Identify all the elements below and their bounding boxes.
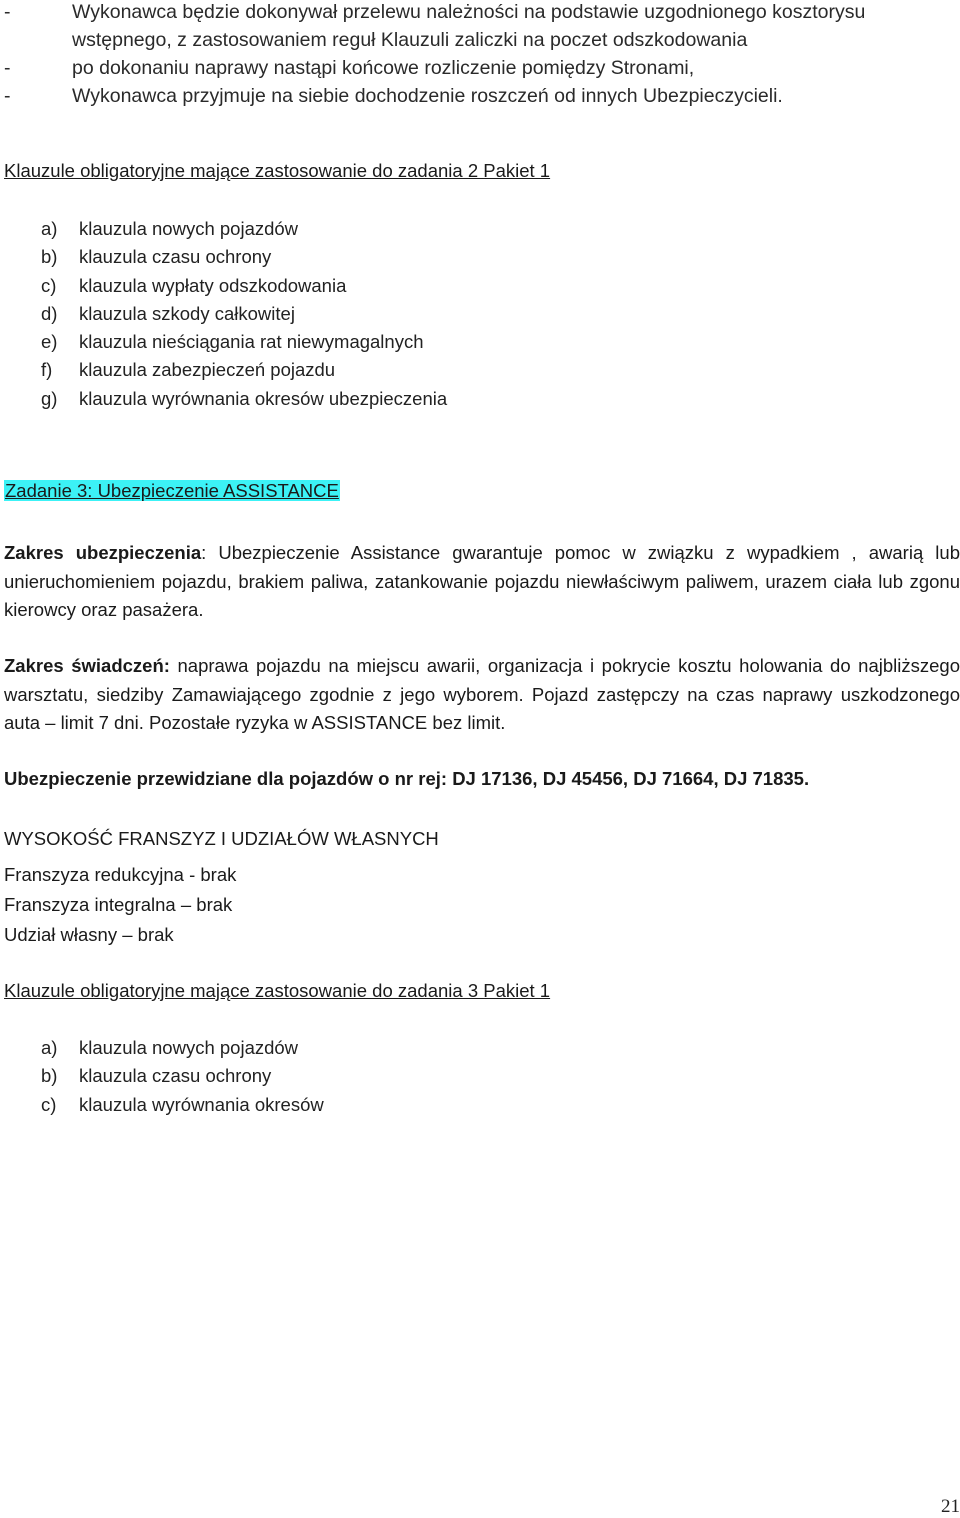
list-item [41, 215, 447, 243]
item-letter: a) [41, 218, 58, 239]
item-letter: g) [41, 387, 58, 409]
vehicles-line: Ubezpieczenie przewidziane dla pojazdów o nr rej: DJ 17136, DJ 45456, DJ 71664, DJ 71835. [4, 768, 810, 789]
list-item [41, 300, 447, 328]
item-letter: d) [41, 302, 58, 324]
scope-benefits-label: Zakres świadczeń: [4, 655, 170, 676]
bullet-marker: - [4, 1, 11, 23]
page-number: 21 [941, 1496, 960, 1517]
item-letter: e) [41, 331, 58, 353]
deductibles-heading: WYSOKOŚĆ FRANSZYZ I UDZIAŁÓW WŁASNYCH [4, 828, 439, 849]
task3-heading [4, 480, 340, 502]
item-text: klauzula czasu ochrony [79, 246, 272, 268]
list-item [41, 1091, 324, 1119]
scope-insurance-text: : Ubezpieczenie Assistance gwarantuje pomoc w związku z wypadkiem , awarią lub unieruchomieniem pojazdu, brakiem paliwa, zatankowanie pojazdu niewłaściwym paliwem, urazem ciała lub zgonu kierowcy oraz pasażera. [4, 542, 960, 621]
list-item [4, 0, 960, 54]
list-item [41, 385, 447, 413]
list-item [41, 356, 447, 384]
highlighted-heading: Zadanie 3: Ubezpieczenie ASSISTANCE [5, 480, 339, 501]
bullet-text: po dokonaniu naprawy nastąpi końcowe rozliczenie pomiędzy Stronami, [72, 57, 695, 79]
list-item [4, 82, 960, 110]
list-item: Franszyza redukcyjna - brak [4, 864, 237, 885]
bullet-marker: - [4, 85, 11, 107]
list-item [41, 1062, 324, 1090]
bullet-marker: - [4, 57, 11, 79]
list-item [41, 1034, 324, 1062]
item-text: klauzula wypłaty odszkodowania [79, 274, 347, 296]
item-text: klauzula czasu ochrony [79, 1065, 272, 1087]
intro-bullet-list [4, 0, 960, 110]
item-text: klauzula wyrównania okresów [79, 1093, 324, 1115]
item-text: klauzula wyrównania okresów ubezpieczenia [79, 387, 448, 409]
item-text: klauzula szkody całkowitej [79, 302, 295, 324]
list-item [4, 54, 960, 82]
item-text: klauzula nieściągania rat niewymagalnych [79, 331, 424, 353]
bullet-text: Wykonawca będzie dokonywał przelewu należności na podstawie uzgodnionego kosztorysu wstępnego, z zastosowaniem reguł Klauzuli zaliczki na poczet odszkodowania [72, 1, 866, 51]
list-item: Udział własny – brak [4, 924, 174, 945]
scope-benefits-paragraph [4, 652, 960, 738]
list-item [41, 243, 447, 271]
item-letter: a) [41, 1037, 58, 1058]
item-letter: b) [41, 1065, 58, 1087]
scope-insurance-label: Zakres ubezpieczenia [4, 542, 202, 563]
item-text: klauzula zabezpieczeń pojazdu [79, 359, 336, 381]
scope-benefits-text: naprawa pojazdu na miejscu awarii, organizacja i pokrycie kosztu holowania do najbliższego warsztatu, siedziby Zamawiającego zgodnie z jego wyborem. Pojazd zastępczy na czas naprawy uszkodzonego auta – limit 7 dni. Pozostałe ryzyka w ASSISTANCE bez limit. [4, 655, 960, 734]
item-letter: b) [41, 246, 58, 268]
list-item [41, 328, 447, 356]
section-heading-task3: Klauzule obligatoryjne mające zastosowanie do zadania 3 Pakiet 1 [4, 980, 551, 1001]
item-text: klauzula nowych pojazdów [79, 218, 299, 239]
scope-insurance-paragraph [4, 539, 960, 625]
bullet-text: Wykonawca przyjmuje na siebie dochodzenie roszczeń od innych Ubezpieczycieli. [72, 85, 783, 107]
list-item [41, 272, 447, 300]
section-heading-task2: Klauzule obligatoryjne mające zastosowanie do zadania 2 Pakiet 1 [4, 160, 551, 181]
item-letter: f) [41, 359, 53, 381]
deductibles-list [4, 860, 236, 950]
list-item: Franszyza integralna – brak [4, 894, 233, 915]
item-letter: c) [41, 274, 57, 296]
clause-list-task2 [41, 215, 447, 413]
item-text: klauzula nowych pojazdów [79, 1037, 299, 1058]
clause-list-task3 [41, 1034, 324, 1119]
item-letter: c) [41, 1093, 57, 1115]
